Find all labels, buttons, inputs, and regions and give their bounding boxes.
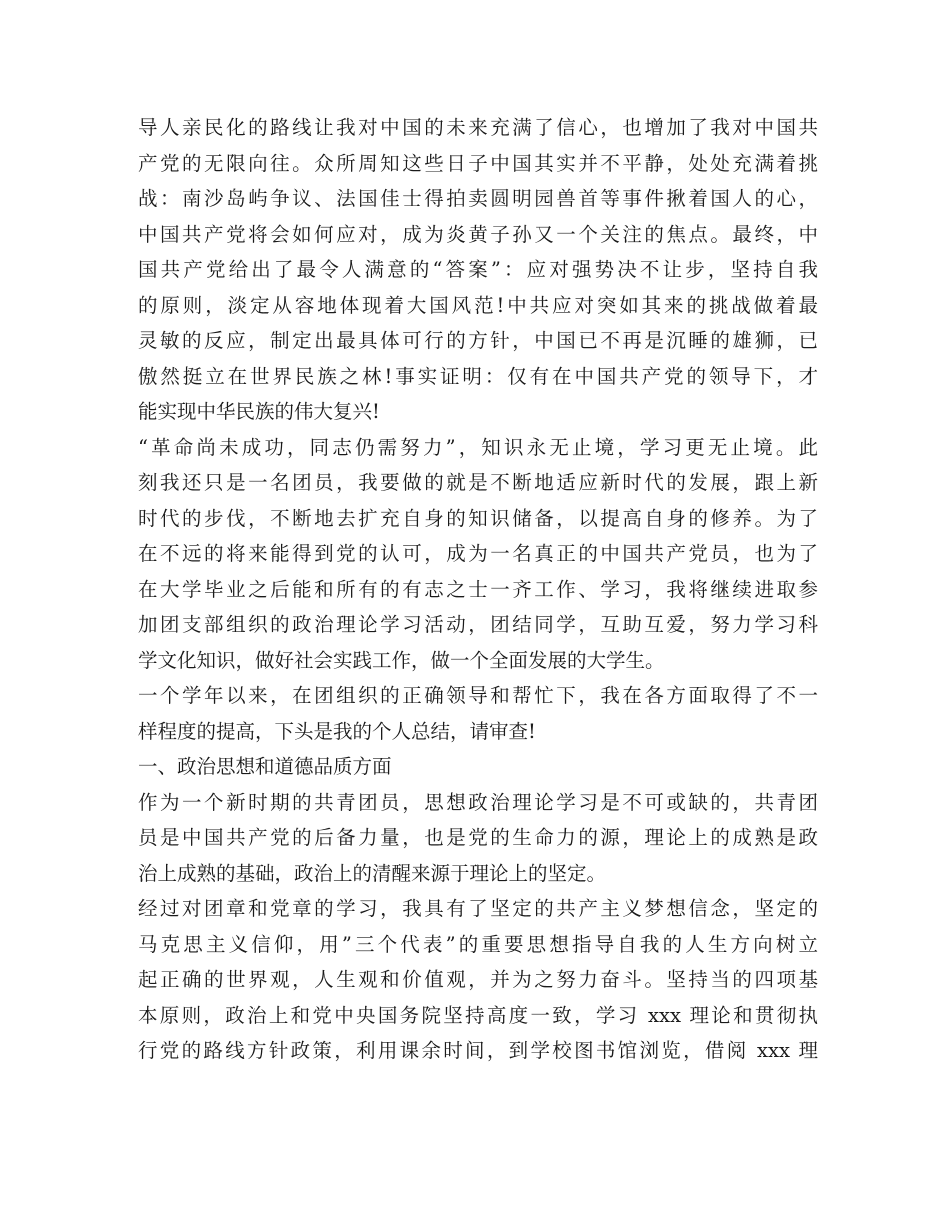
section-heading: 一、政治思想和道德品质方面 bbox=[138, 755, 392, 778]
text-line: 加团支部组织的政治理论学习活动，团结同学，互助互爱，努力学习科 bbox=[138, 613, 818, 636]
text-line: 治上成熟的基础，政治上的清醒来源于理论上的坚定。 bbox=[138, 861, 607, 885]
text-line: 灵敏的反应，制定出最具体可行的方针，中国已不再是沉睡的雄狮，已 bbox=[138, 329, 818, 352]
text-line: 国共产党给出了最令人满意的“答案”：应对强势决不让步，坚持自我 bbox=[138, 258, 818, 281]
text-line: 起正确的世界观，人生观和价值观，并为之努力奋斗。坚持当的四项基 bbox=[138, 968, 818, 991]
text-line: 马克思主义信仰，用”三个代表”的重要思想指导自我的人生方向树立 bbox=[138, 932, 818, 956]
text-line: 样程度的提高，下头是我的个人总结，请审查! bbox=[138, 719, 536, 743]
text-line: 一个学年以来，在团组织的正确领导和帮忙下，我在各方面取得了不一 bbox=[138, 684, 818, 707]
text-line: 员是中国共产党的后备力量，也是党的生命力的源，理论上的成熟是政 bbox=[138, 826, 818, 849]
text-line: 作为一个新时期的共青团员，思想政治理论学习是不可或缺的，共青团 bbox=[138, 790, 818, 814]
text-line: 产党的无限向往。众所周知这些日子中国其实并不平静，处处充满着挑 bbox=[138, 151, 818, 175]
text-line: 在大学毕业之后能和所有的有志之士一齐工作、学习，我将继续进取参 bbox=[138, 577, 818, 601]
text-line: 学文化知识，做好社会实践工作，做一个全面发展的大学生。 bbox=[138, 648, 665, 672]
text-line: 导人亲民化的路线让我对中国的未来充满了信心，也增加了我对中国共 bbox=[138, 116, 818, 139]
text-line: 在不远的将来能得到党的认可，成为一名真正的中国共产党员，也为了 bbox=[138, 542, 818, 565]
text-line: 能实现中华民族的伟大复兴! bbox=[138, 400, 380, 423]
text-line: 傲然挺立在世界民族之林!事实证明：仅有在中国共产党的领导下，才 bbox=[138, 364, 818, 388]
text-line: “革命尚未成功，同志仍需努力”，知识永无止境，学习更无止境。此 bbox=[138, 435, 818, 459]
text-line: 中国共产党将会如何应对，成为炎黄子孙又一个关注的焦点。最终，中 bbox=[138, 222, 818, 246]
text-line: 经过对团章和党章的学习，我具有了坚定的共产主义梦想信念，坚定的 bbox=[138, 897, 818, 920]
text-line: 的原则，淡定从容地体现着大国风范!中共应对突如其来的挑战做着最 bbox=[138, 293, 818, 317]
document-body bbox=[138, 110, 818, 1069]
text-line: 行党的路线方针政策，利用课余时间，到学校图书馆浏览，借阅 xxx 理 bbox=[138, 1039, 818, 1062]
text-line: 时代的步伐，不断地去扩充自身的知识储备，以提高自身的修养。为了 bbox=[138, 506, 818, 530]
text-line: 刻我还只是一名团员，我要做的就是不断地适应新时代的发展，跟上新 bbox=[138, 471, 818, 494]
text-line: 战：南沙岛屿争议、法国佳士得拍卖圆明园兽首等事件揪着国人的心， bbox=[138, 187, 818, 210]
text-line: 本原则，政治上和党中央国务院坚持高度一致，学习 xxx 理论和贯彻执 bbox=[138, 1003, 818, 1027]
